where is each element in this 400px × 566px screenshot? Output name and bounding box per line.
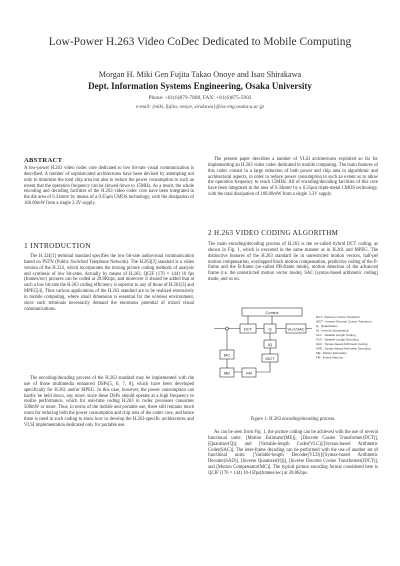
paper-title: Low-Power H.263 Video CoDec Dedicated to Mobile Computing — [48, 36, 352, 48]
q-label: Q — [268, 326, 272, 332]
section-2-paragraph-2: As can be seen from Fig. 1, the picture coding can be achieved with the use of several functional units: [Motion Estimator(ME)], [Discrete Cosine Transformer(DCT)], [Quantizer(Q)], and [Variable-length Coder(VLC)]/[Syntax-based Arithmetic Coder(SAC)]. The inter-frame decoding can be performed with the use of another set of functional units: [Variable-length Decoder(VLD)]/[Syntax-based Arithmetic Decoder(SAD)], [Inverse Quantizer(IQ)], [Inverse Discrete Cosine Transformer(IDCT)], and [Motion Compensator(MC)]. The typical picture encoding format considered here is QCIF (176 × 144) 10-15fps(frames/sec) at 28.8Kbps. — [208, 430, 378, 476]
legend-entry: DCT : Discrete Cosine Transform — [316, 315, 361, 319]
legend-entry: SAC : Syntax-based Arithmetic Coding — [316, 342, 368, 346]
figure-caption: Figure 1: H.263 encoding/decoding process. — [250, 417, 336, 422]
right-intro-paragraph: The present paper describes a number of VLSI architectures exploited so far for implementing an H.263 video codec dedicated to mobile computing. The main features of this codec consist in a large reduction of both power and chip area in algorithmic and architectural aspects, in order to reduce power consumption to such an extent as to allow the operation frequency to reach 15MHz. All of encoding/decoding facilities of this core have been integrated in the area of 6.34mm² by a 0.35μm triple-metal CMOS technology, with the total dissipation of 166.60mW from a single 3.3V supply. — [208, 157, 378, 198]
affiliation: Dept. Information Systems Engineering, Osaka University — [88, 81, 312, 91]
vlc-label: VLC/SAC — [287, 326, 305, 332]
dct-label: DCT — [243, 326, 253, 332]
contact-phone: Phone: +81(6)879-7808, FAX: +81(6)875-5902 — [148, 95, 252, 101]
iq-label: IQ — [267, 341, 273, 347]
abstract-heading: ABSTRACT — [24, 157, 63, 164]
subtractor-node — [226, 327, 229, 330]
legend-entry: FM : Frame Memory — [316, 355, 344, 360]
section-2-heading: 2 H.263 VIDEO CODING ALGORITHM — [208, 229, 339, 237]
control-label: Control — [265, 310, 279, 315]
contact-email: e-mail: {miki, fujita, onoye, sirakawa}@ise.eng.osaka-u.ac.jp — [135, 104, 265, 110]
me-label: ME — [224, 370, 230, 376]
section-2-paragraph-1: The main encoding/decoding process of H.263 is the so-called hybrid DCT coding, as shown in Fig. 1, which is executed in the same manner as in H.261 and MPEG. The distinctive features of the H.263 standard lie in unrestricted motion vectors, half-pel motion compensation, overlapped block motion compensation, predictive coding of the P-frame and the B-frame (so-called PB-frame mode), motion detection of the advanced frame (i.e. the unrestricted motion vector mode), SAC (syntax-based arithmetic coding) mode, and so on. — [208, 242, 378, 283]
fm-label: FM — [246, 370, 252, 376]
intro-paragraph-1: The H.324[1] terminal standard specifies the low bit-rate audiovisual communication based on PSTN (Public Switched Telephone Network). The H.263[2] standard is a video version of the H.324, which incorporates the mixing picture coding methods of analysis and synthesis of low bit-rates. Actually by means of H.263, QCIF (176 × 144) 10 fps (frames/sec) pictures can be coded at 28.8Kbps, and moreover it should be added that at such a low bit-rate the H.263 coding efficiency is superior to any of those of H.261[3] and MPEG[4]. Thus various applications of the H.263 standard are to be realized extensively in mobile computing, where small dimension is essential for the wireless environment, since such terminals necessarily demand the enormous potential of mixed visual communications. — [24, 254, 194, 312]
legend-entry: IDCT : Inverse Discrete Cosine Transform — [316, 319, 372, 324]
idct-label: IDCT — [265, 355, 275, 361]
intro-heading: 1 INTRODUCTION — [24, 241, 91, 250]
diagram-legend — [316, 315, 372, 360]
author-list: Morgan H. Miki Gen Fujita Takao Onoye and Isao Shirakawa — [98, 70, 302, 79]
legend-entry: Q : Quantization — [316, 324, 338, 328]
codec-block-diagram — [212, 304, 376, 412]
intro-paragraph-2: The encoding/decoding process of the H.263 standard may be implemented with the use of those multimedia enhanced DSPs[5, 6, 7, 8], which have been developed specifically for H.261 and/or MPEG. In this case, however, the power consumption can hardly be held down, any more, since these DSPs should operate at a high frequency to realize performance, which for real-time coding H.263 in codec processes consumes 500mW or more. Thus, in terms of the mobile and portable use, there still remains much room for reducing both the power consumption and chip area of the codec core, and hence there is need in such coding to show how to develop the H.263-specific architectures and VLSI implementation dedicated only for portable use. — [24, 376, 194, 428]
legend-entry: VLD : Variable Length Decoding — [316, 337, 359, 342]
legend-entry: VLC : Variable Length Coding — [316, 333, 356, 337]
legend-entry: IQ : Inverse Quantization — [316, 328, 350, 333]
abstract-text: A low-power H.263 video codec core dedicated to low bit-rate visual communication is described. A number of sophisticated architectures have been devised by attempting not only to minimize the total chip area but also to reduce the power consumption to such an extent that the operation frequency can be slowed down to 15MHz. As a result, the whole encoding and decoding facilities of the H.263 video codec core have been integrated in the die area of 6.34mm² by means of a 0.35μm CMOS technology, with the dissipation of 166.60mW from a single 3.3V supply. — [24, 166, 194, 207]
legend-entry: ME : Motion Estimation — [316, 351, 347, 355]
mc-label: MC — [223, 352, 231, 358]
legend-entry: SAD : Syntax-based Arithmetic Decoding — [316, 346, 371, 351]
